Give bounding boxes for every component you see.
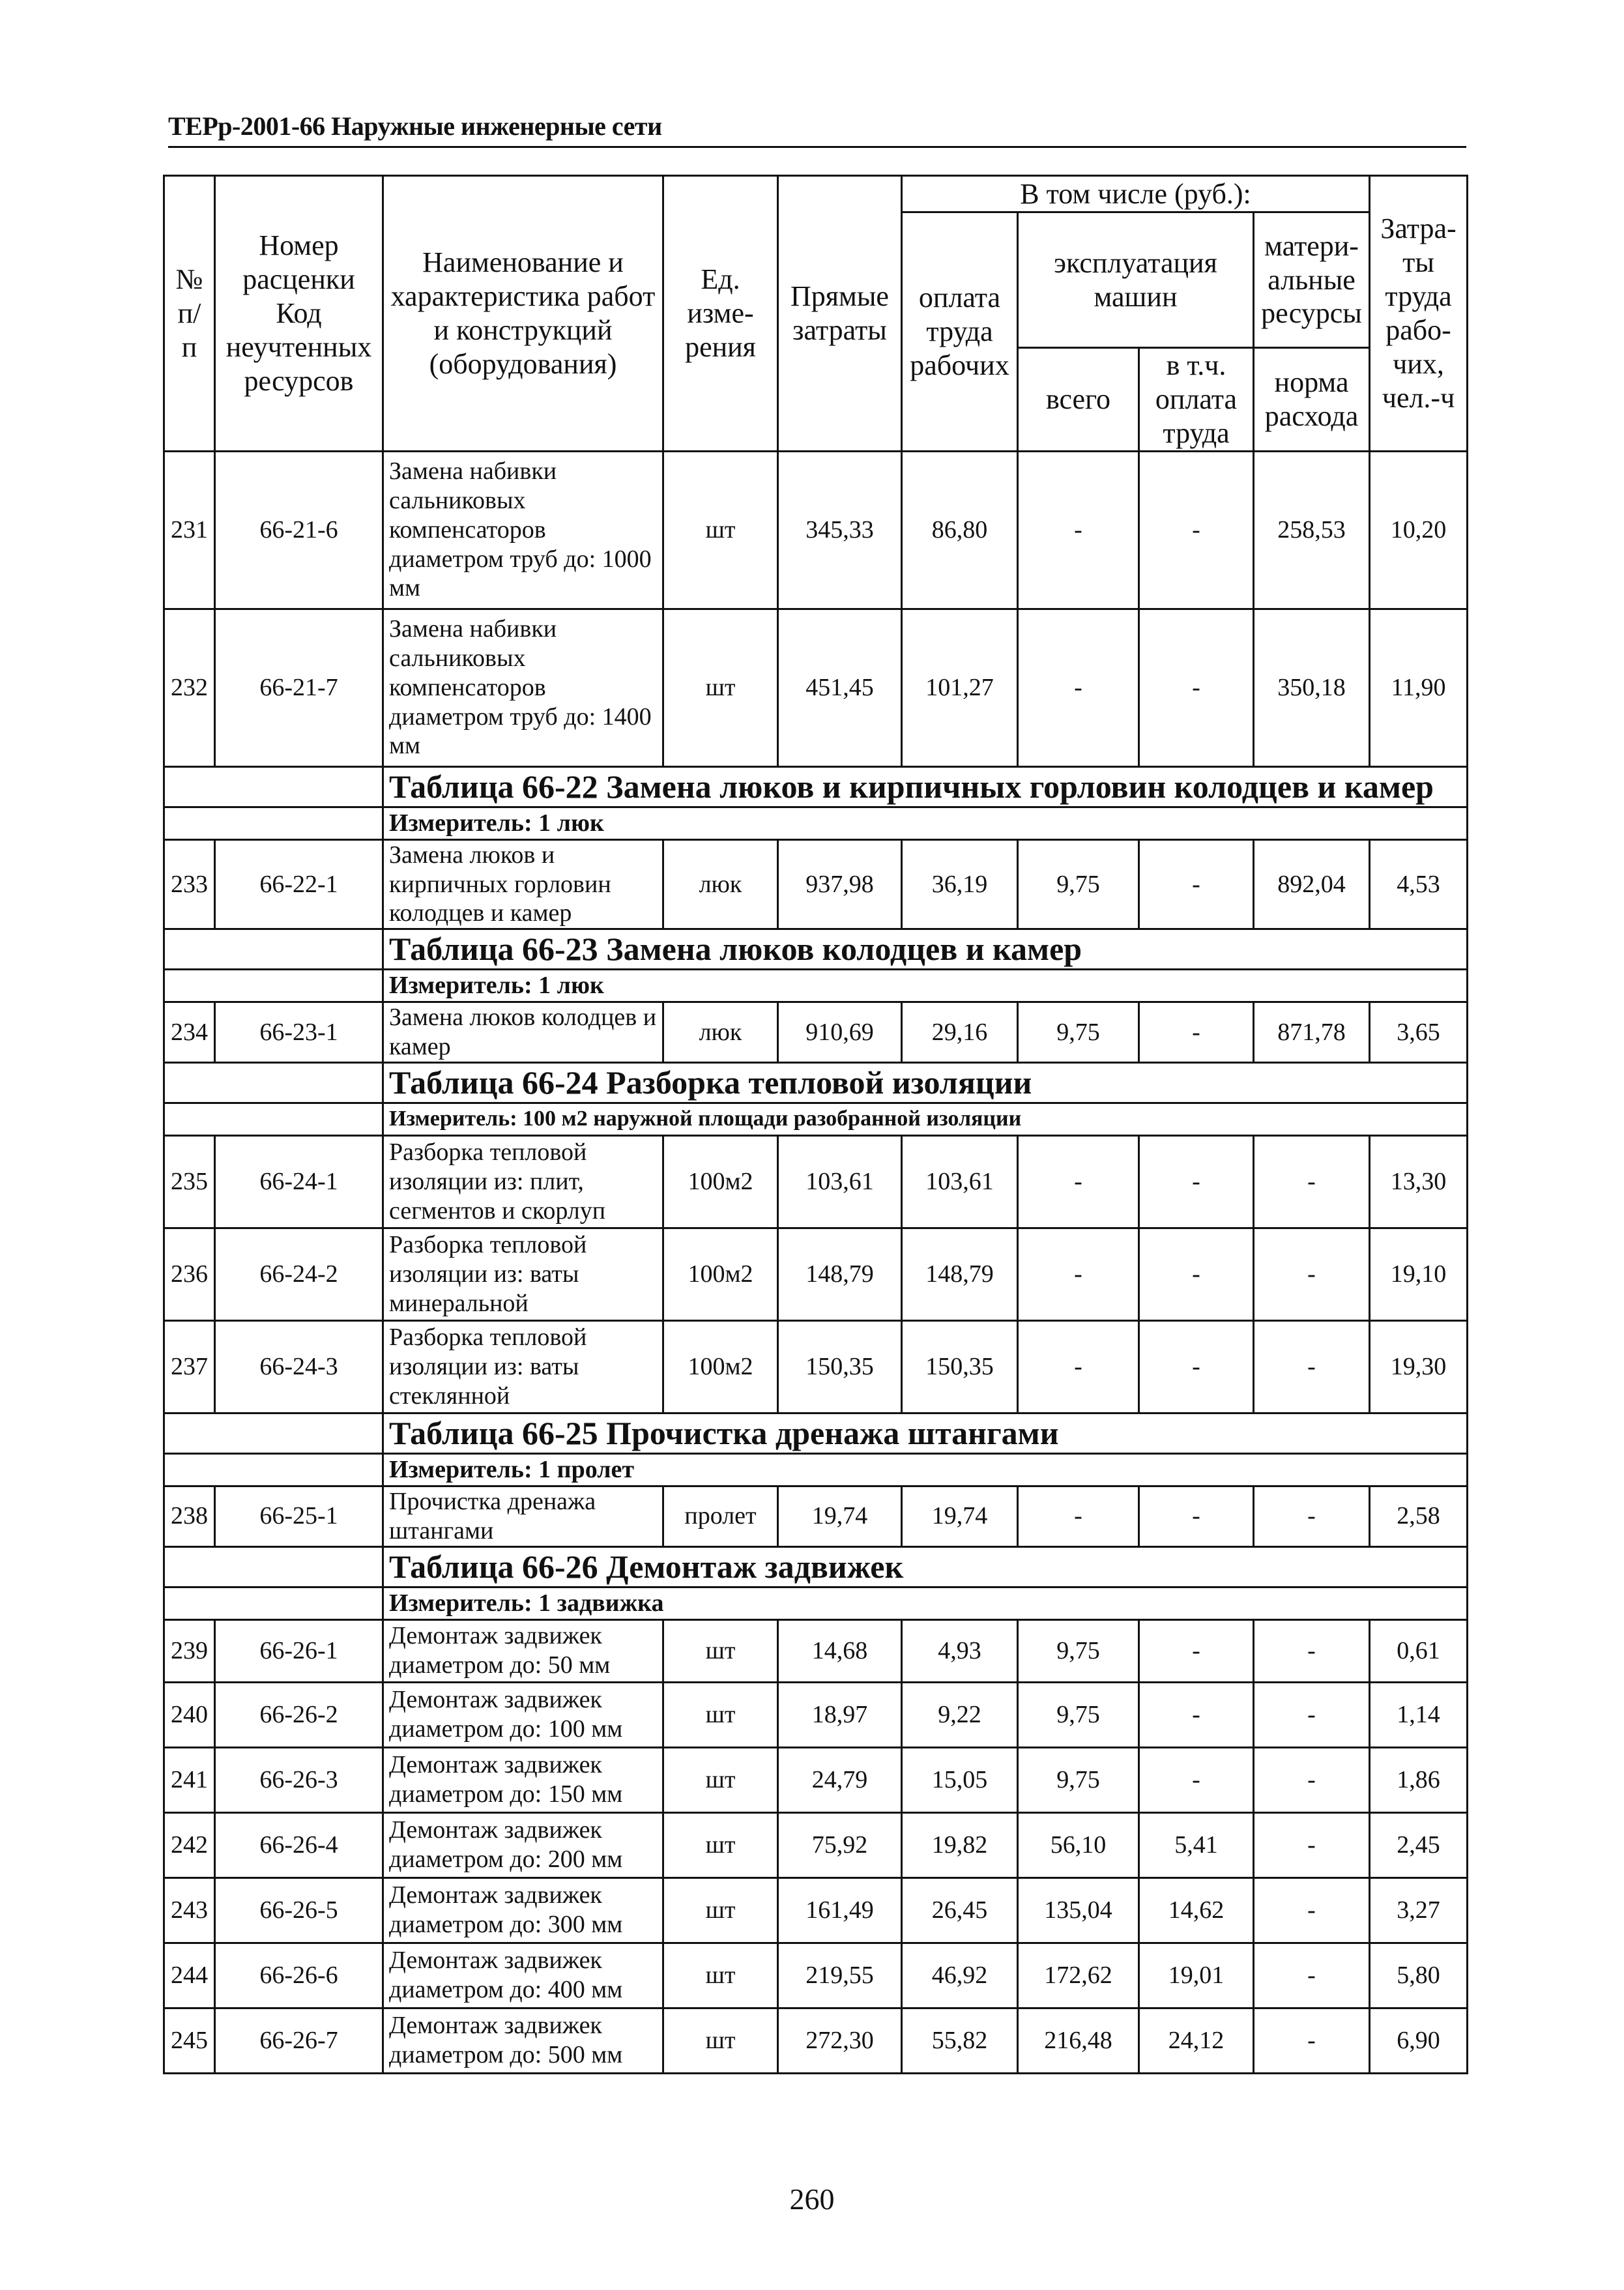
table-row — [164, 2008, 1468, 2073]
worker-wage: 15,05 — [902, 1747, 1018, 1812]
section-measure-row — [164, 1103, 1468, 1135]
machine-wage: - — [1139, 839, 1254, 929]
machine-cost: 9,75 — [1018, 839, 1139, 929]
worker-wage: 19,74 — [902, 1486, 1018, 1546]
machine-cost: - — [1018, 1320, 1139, 1413]
section-measure: Измеритель: 1 люк — [383, 807, 1468, 839]
unit: шт — [663, 609, 778, 766]
machine-cost: - — [1018, 1135, 1139, 1228]
section-blank-cell — [164, 1453, 383, 1486]
section-measure-row — [164, 970, 1468, 1002]
machine-cost: 9,75 — [1018, 1002, 1139, 1063]
rate-code: 66-21-7 — [215, 609, 383, 766]
table-row — [164, 1812, 1468, 1877]
labor-hours: 2,58 — [1370, 1486, 1468, 1546]
machine-cost: 9,75 — [1018, 1747, 1139, 1812]
unit: 100м2 — [663, 1228, 778, 1320]
labor-hours: 3,65 — [1370, 1002, 1468, 1063]
materials-cost: - — [1254, 1877, 1370, 1943]
work-name: Демонтаж задвижек диаметром до: 100 мм — [383, 1682, 663, 1747]
work-name: Демонтаж задвижек диаметром до: 300 мм — [383, 1877, 663, 1943]
rates-table — [163, 175, 1468, 2074]
work-name: Замена люков и кирпичных горловин колодцев и камер — [383, 839, 663, 929]
section-title-row — [164, 1062, 1468, 1103]
labor-hours: 4,53 — [1370, 839, 1468, 929]
section-measure-row — [164, 1587, 1468, 1619]
section-measure: Измеритель: 1 люк — [383, 970, 1468, 1002]
rate-code: 66-26-2 — [215, 1682, 383, 1747]
table-row — [164, 451, 1468, 609]
col-name-header: Наименование и характеристика работ и конструкций (оборудования) — [383, 176, 663, 452]
materials-cost: - — [1254, 1619, 1370, 1682]
direct-cost: 19,74 — [778, 1486, 902, 1546]
table-row — [164, 1135, 1468, 1228]
machine-cost: - — [1018, 609, 1139, 766]
machine-wage: - — [1139, 609, 1254, 766]
table-row — [164, 1486, 1468, 1546]
unit: пролет — [663, 1486, 778, 1546]
col-machine-total-header: всего — [1018, 348, 1139, 452]
page-number: 260 — [789, 2182, 835, 2216]
machine-wage: - — [1139, 1135, 1254, 1228]
row-number: 244 — [164, 1943, 215, 2008]
work-name: Демонтаж задвижек диаметром до: 200 мм — [383, 1812, 663, 1877]
row-number: 243 — [164, 1877, 215, 1943]
col-unit-header: Ед. изме-рения — [663, 176, 778, 452]
labor-hours: 1,86 — [1370, 1747, 1468, 1812]
direct-cost: 345,33 — [778, 451, 902, 609]
unit: шт — [663, 1682, 778, 1747]
row-number: 239 — [164, 1619, 215, 1682]
direct-cost: 148,79 — [778, 1228, 902, 1320]
work-name: Демонтаж задвижек диаметром до: 50 мм — [383, 1619, 663, 1682]
row-number: 238 — [164, 1486, 215, 1546]
col-incl-header: В том числе (руб.): — [902, 176, 1370, 212]
row-number: 242 — [164, 1812, 215, 1877]
materials-cost: - — [1254, 1135, 1370, 1228]
machine-cost: - — [1018, 1486, 1139, 1546]
rate-code: 66-26-7 — [215, 2008, 383, 2073]
rate-code: 66-24-1 — [215, 1135, 383, 1228]
section-blank-cell — [164, 929, 383, 970]
table-row — [164, 1320, 1468, 1413]
rate-code: 66-26-6 — [215, 1943, 383, 2008]
direct-cost: 14,68 — [778, 1619, 902, 1682]
col-machine-wage-header: в т.ч. оплата труда — [1139, 348, 1254, 452]
machine-wage: - — [1139, 1619, 1254, 1682]
unit: шт — [663, 1943, 778, 2008]
section-title: Таблица 66-22 Замена люков и кирпичных горловин колодцев и камер — [383, 766, 1468, 807]
unit: 100м2 — [663, 1320, 778, 1413]
section-measure-row — [164, 807, 1468, 839]
unit: шт — [663, 1812, 778, 1877]
worker-wage: 148,79 — [902, 1228, 1018, 1320]
materials-cost: - — [1254, 1486, 1370, 1546]
section-title-row — [164, 929, 1468, 970]
section-title-row — [164, 1413, 1468, 1453]
worker-wage: 103,61 — [902, 1135, 1018, 1228]
direct-cost: 910,69 — [778, 1002, 902, 1063]
table-row — [164, 1877, 1468, 1943]
table-row — [164, 1619, 1468, 1682]
machine-cost: - — [1018, 451, 1139, 609]
rate-code: 66-26-1 — [215, 1619, 383, 1682]
worker-wage: 46,92 — [902, 1943, 1018, 2008]
machine-cost: 135,04 — [1018, 1877, 1139, 1943]
section-blank-cell — [164, 1103, 383, 1135]
unit: шт — [663, 1619, 778, 1682]
materials-cost: - — [1254, 1943, 1370, 2008]
unit: шт — [663, 1877, 778, 1943]
materials-cost: 892,04 — [1254, 839, 1370, 929]
worker-wage: 101,27 — [902, 609, 1018, 766]
materials-cost: - — [1254, 1747, 1370, 1812]
section-blank-cell — [164, 1546, 383, 1587]
machine-wage: 19,01 — [1139, 1943, 1254, 2008]
col-code-header: Номер расценки Код неучтенных ресурсов — [215, 176, 383, 452]
machine-cost: - — [1018, 1228, 1139, 1320]
row-number: 240 — [164, 1682, 215, 1747]
direct-cost: 937,98 — [778, 839, 902, 929]
direct-cost: 272,30 — [778, 2008, 902, 2073]
section-blank-cell — [164, 807, 383, 839]
section-blank-cell — [164, 1062, 383, 1103]
rate-code: 66-22-1 — [215, 839, 383, 929]
work-name: Демонтаж задвижек диаметром до: 400 мм — [383, 1943, 663, 2008]
section-measure: Измеритель: 100 м2 наружной площади разобранной изоляции — [383, 1103, 1468, 1135]
section-title: Таблица 66-24 Разборка тепловой изоляции — [383, 1062, 1468, 1103]
row-number: 234 — [164, 1002, 215, 1063]
rate-code: 66-24-3 — [215, 1320, 383, 1413]
row-number: 233 — [164, 839, 215, 929]
unit: шт — [663, 2008, 778, 2073]
row-number: 237 — [164, 1320, 215, 1413]
machine-cost: 216,48 — [1018, 2008, 1139, 2073]
rate-code: 66-26-5 — [215, 1877, 383, 1943]
work-name: Демонтаж задвижек диаметром до: 150 мм — [383, 1747, 663, 1812]
labor-hours: 19,10 — [1370, 1228, 1468, 1320]
section-title: Таблица 66-25 Прочистка дренажа штангами — [383, 1413, 1468, 1453]
worker-wage: 36,19 — [902, 839, 1018, 929]
section-blank-cell — [164, 1587, 383, 1619]
col-materials-norm-header: норма расхода — [1254, 348, 1370, 452]
work-name: Прочистка дренажа штангами — [383, 1486, 663, 1546]
direct-cost: 24,79 — [778, 1747, 902, 1812]
labor-hours: 13,30 — [1370, 1135, 1468, 1228]
col-labor-header: Затра-ты труда рабо-чих, чел.-ч — [1370, 176, 1468, 452]
section-title-row — [164, 1546, 1468, 1587]
unit: 100м2 — [663, 1135, 778, 1228]
table-row — [164, 1228, 1468, 1320]
table-row — [164, 1682, 1468, 1747]
direct-cost: 451,45 — [778, 609, 902, 766]
materials-cost: - — [1254, 1812, 1370, 1877]
machine-cost: 172,62 — [1018, 1943, 1139, 2008]
machine-wage: - — [1139, 451, 1254, 609]
direct-cost: 161,49 — [778, 1877, 902, 1943]
work-name: Замена набивки сальниковых компенсаторов диаметром труб до: 1000 мм — [383, 451, 663, 609]
machine-wage: 14,62 — [1139, 1877, 1254, 1943]
col-wage-header: оплата труда рабочих — [902, 212, 1018, 452]
section-measure-row — [164, 1453, 1468, 1486]
machine-wage: - — [1139, 1682, 1254, 1747]
direct-cost: 219,55 — [778, 1943, 902, 2008]
machine-cost: 9,75 — [1018, 1619, 1139, 1682]
materials-cost: 350,18 — [1254, 609, 1370, 766]
machine-wage: 5,41 — [1139, 1812, 1254, 1877]
work-name: Разборка тепловой изоляции из: плит, сегментов и скорлуп — [383, 1135, 663, 1228]
labor-hours: 5,80 — [1370, 1943, 1468, 2008]
labor-hours: 0,61 — [1370, 1619, 1468, 1682]
col-machine-header: эксплуатация машин — [1018, 212, 1254, 348]
machine-cost: 9,75 — [1018, 1682, 1139, 1747]
direct-cost: 18,97 — [778, 1682, 902, 1747]
section-measure: Измеритель: 1 задвижка — [383, 1587, 1468, 1619]
labor-hours: 3,27 — [1370, 1877, 1468, 1943]
work-name: Разборка тепловой изоляции из: ваты минеральной — [383, 1228, 663, 1320]
section-title: Таблица 66-26 Демонтаж задвижек — [383, 1546, 1468, 1587]
direct-cost: 103,61 — [778, 1135, 902, 1228]
rate-code: 66-25-1 — [215, 1486, 383, 1546]
materials-cost: - — [1254, 1682, 1370, 1747]
work-name: Замена набивки сальниковых компенсаторов диаметром труб до: 1400 мм — [383, 609, 663, 766]
section-title: Таблица 66-23 Замена люков колодцев и камер — [383, 929, 1468, 970]
worker-wage: 4,93 — [902, 1619, 1018, 1682]
row-number: 231 — [164, 451, 215, 609]
table-row — [164, 1943, 1468, 2008]
section-title-row — [164, 766, 1468, 807]
work-name: Замена люков колодцев и камер — [383, 1002, 663, 1063]
col-materials-header: матери-альные ресурсы — [1254, 212, 1370, 348]
section-blank-cell — [164, 1413, 383, 1453]
labor-hours: 2,45 — [1370, 1812, 1468, 1877]
section-blank-cell — [164, 970, 383, 1002]
unit: люк — [663, 1002, 778, 1063]
rate-code: 66-26-3 — [215, 1747, 383, 1812]
materials-cost: - — [1254, 1320, 1370, 1413]
worker-wage: 86,80 — [902, 451, 1018, 609]
worker-wage: 55,82 — [902, 2008, 1018, 2073]
row-number: 236 — [164, 1228, 215, 1320]
rate-code: 66-26-4 — [215, 1812, 383, 1877]
table-row — [164, 609, 1468, 766]
row-number: 241 — [164, 1747, 215, 1812]
worker-wage: 26,45 — [902, 1877, 1018, 1943]
labor-hours: 11,90 — [1370, 609, 1468, 766]
labor-hours: 10,20 — [1370, 451, 1468, 609]
table-row — [164, 1747, 1468, 1812]
machine-cost: 56,10 — [1018, 1812, 1139, 1877]
direct-cost: 75,92 — [778, 1812, 902, 1877]
machine-wage: - — [1139, 1002, 1254, 1063]
machine-wage: 24,12 — [1139, 2008, 1254, 2073]
worker-wage: 19,82 — [902, 1812, 1018, 1877]
materials-cost: - — [1254, 2008, 1370, 2073]
unit: шт — [663, 1747, 778, 1812]
materials-cost: 258,53 — [1254, 451, 1370, 609]
section-measure: Измеритель: 1 пролет — [383, 1453, 1468, 1486]
labor-hours: 6,90 — [1370, 2008, 1468, 2073]
header-rule — [168, 146, 1466, 148]
header-row — [164, 176, 1468, 212]
rate-code: 66-23-1 — [215, 1002, 383, 1063]
rate-code: 66-21-6 — [215, 451, 383, 609]
unit: люк — [663, 839, 778, 929]
section-blank-cell — [164, 766, 383, 807]
direct-cost: 150,35 — [778, 1320, 902, 1413]
worker-wage: 9,22 — [902, 1682, 1018, 1747]
labor-hours: 19,30 — [1370, 1320, 1468, 1413]
row-number: 232 — [164, 609, 215, 766]
row-number: 245 — [164, 2008, 215, 2073]
work-name: Демонтаж задвижек диаметром до: 500 мм — [383, 2008, 663, 2073]
table-row — [164, 839, 1468, 929]
running-header: ТЕРр-2001-66 Наружные инженерные сети — [168, 111, 662, 141]
worker-wage: 150,35 — [902, 1320, 1018, 1413]
work-name: Разборка тепловой изоляции из: ваты стеклянной — [383, 1320, 663, 1413]
unit: шт — [663, 451, 778, 609]
col-num-header: № п/п — [164, 176, 215, 452]
machine-wage: - — [1139, 1747, 1254, 1812]
rate-code: 66-24-2 — [215, 1228, 383, 1320]
materials-cost: 871,78 — [1254, 1002, 1370, 1063]
table-row — [164, 1002, 1468, 1063]
row-number: 235 — [164, 1135, 215, 1228]
col-direct-header: Прямые затраты — [778, 176, 902, 452]
machine-wage: - — [1139, 1320, 1254, 1413]
labor-hours: 1,14 — [1370, 1682, 1468, 1747]
worker-wage: 29,16 — [902, 1002, 1018, 1063]
machine-wage: - — [1139, 1228, 1254, 1320]
materials-cost: - — [1254, 1228, 1370, 1320]
machine-wage: - — [1139, 1486, 1254, 1546]
